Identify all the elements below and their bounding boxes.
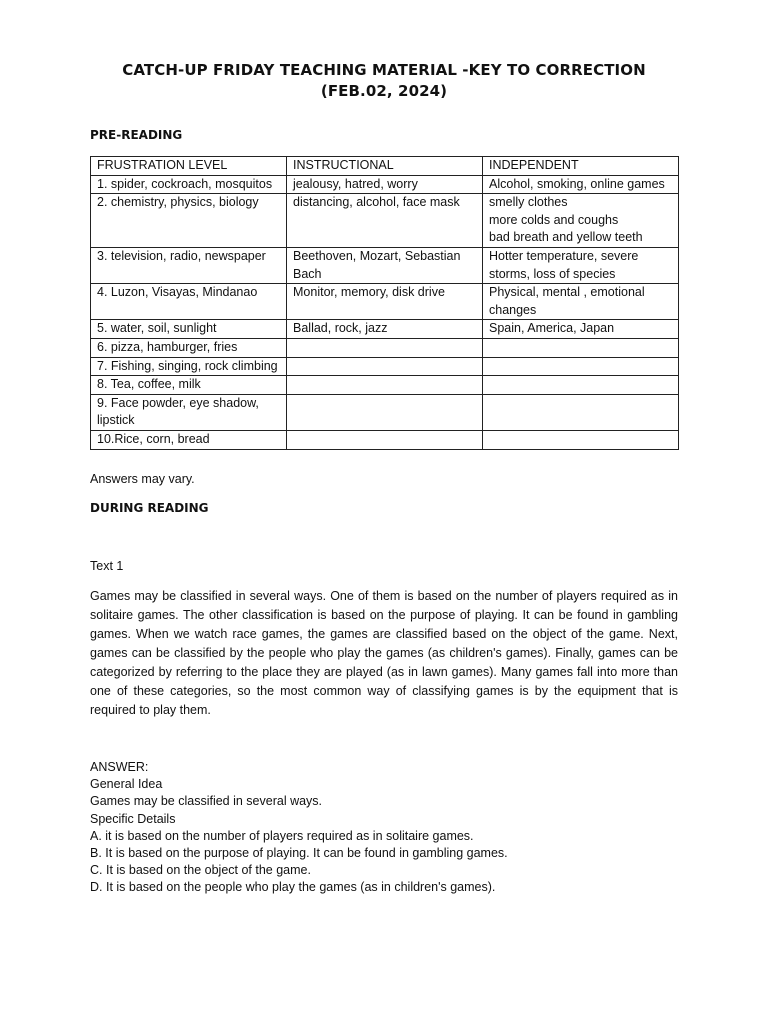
table-header-row xyxy=(91,157,679,176)
table-cell: Hotter temperature, severe storms, loss of species xyxy=(483,247,679,283)
table-cell xyxy=(287,357,483,376)
vocabulary-table xyxy=(90,156,679,450)
answer-label: ANSWER: xyxy=(90,760,149,774)
table-row xyxy=(91,284,679,320)
table-cell: 8. Tea, coffee, milk xyxy=(91,376,287,395)
table-cell: Monitor, memory, disk drive xyxy=(287,284,483,320)
general-idea-text: Games may be classified in several ways. xyxy=(90,794,323,809)
table-cell: 4. Luzon, Visayas, Mindanao xyxy=(91,284,287,320)
table-row xyxy=(91,357,679,376)
table-cell: 10.Rice, corn, bread xyxy=(91,430,287,449)
table-cell: jealousy, hatred, worry xyxy=(287,175,483,194)
table-row xyxy=(91,394,679,430)
table-row xyxy=(91,320,679,339)
table-cell xyxy=(483,338,679,357)
table-row xyxy=(91,376,679,395)
specific-details-label: Specific Details xyxy=(90,811,176,826)
table-cell: 9. Face powder, eye shadow, lipstick xyxy=(91,394,287,430)
table-cell: Physical, mental , emotional changes xyxy=(483,284,679,320)
pre-reading-heading: PRE-READING xyxy=(90,128,183,142)
detail-item: C. It is based on the object of the game. xyxy=(90,863,311,878)
table-cell: distancing, alcohol, face mask xyxy=(287,194,483,248)
detail-item: A. it is based on the number of players required as in solitaire games. xyxy=(90,828,474,843)
table-row xyxy=(91,338,679,357)
text1-paragraph: Games may be classified in several ways. One of them is based on the number of players required as in solitaire games. The other classification is based on the purpose of playing. It can be found in gambling games. When we watch race games, the games are classified based on the object of the game. Next, games can be classified by the people who play the games (as children's games). Finally, games can be categorized by referring to the place they are played (as in lawn games). Many games fall into more than one of these categories, so the most common way of classifying games is by the equipment that is required to play them. xyxy=(90,589,678,717)
table-cell xyxy=(483,430,679,449)
table-cell: Alcohol, smoking, online games xyxy=(483,175,679,194)
table-header-cell: INSTRUCTIONAL xyxy=(287,157,483,176)
table-cell xyxy=(287,338,483,357)
table-cell xyxy=(483,357,679,376)
table-cell: 6. pizza, hamburger, fries xyxy=(91,338,287,357)
table-cell: 1. spider, cockroach, mosquitos xyxy=(91,175,287,194)
table-row xyxy=(91,194,679,248)
general-idea-label: General Idea xyxy=(90,777,163,792)
page-title: CATCH-UP FRIDAY TEACHING MATERIAL -KEY TO CORRECTION (FEB.02, 2024) xyxy=(122,61,646,100)
table-cell xyxy=(483,376,679,395)
table-cell: 5. water, soil, sunlight xyxy=(91,320,287,339)
text1-label: Text 1 xyxy=(90,559,124,573)
table-cell: 3. television, radio, newspaper xyxy=(91,247,287,283)
table-cell: 2. chemistry, physics, biology xyxy=(91,194,287,248)
table-cell: smelly clothes more colds and coughs bad breath and yellow teeth xyxy=(483,194,679,248)
during-reading-heading: DURING READING xyxy=(90,501,209,515)
answers-note: Answers may vary. xyxy=(90,472,195,486)
table-cell: Beethoven, Mozart, Sebastian Bach xyxy=(287,247,483,283)
detail-item: B. It is based on the purpose of playing. It can be found in gambling games. xyxy=(90,846,508,861)
table-cell: 7. Fishing, singing, rock climbing xyxy=(91,357,287,376)
detail-item: D. It is based on the people who play the games (as in children's games). xyxy=(90,880,496,895)
table-cell xyxy=(483,394,679,430)
table-cell: Spain, America, Japan xyxy=(483,320,679,339)
answer-section xyxy=(90,759,678,897)
table-header-cell: FRUSTRATION LEVEL xyxy=(91,157,287,176)
table-cell xyxy=(287,430,483,449)
table-row xyxy=(91,175,679,194)
table-row xyxy=(91,430,679,449)
table-cell xyxy=(287,394,483,430)
table-cell xyxy=(287,376,483,395)
table-header-cell: INDEPENDENT xyxy=(483,157,679,176)
table-row xyxy=(91,247,679,283)
table-cell: Ballad, rock, jazz xyxy=(287,320,483,339)
